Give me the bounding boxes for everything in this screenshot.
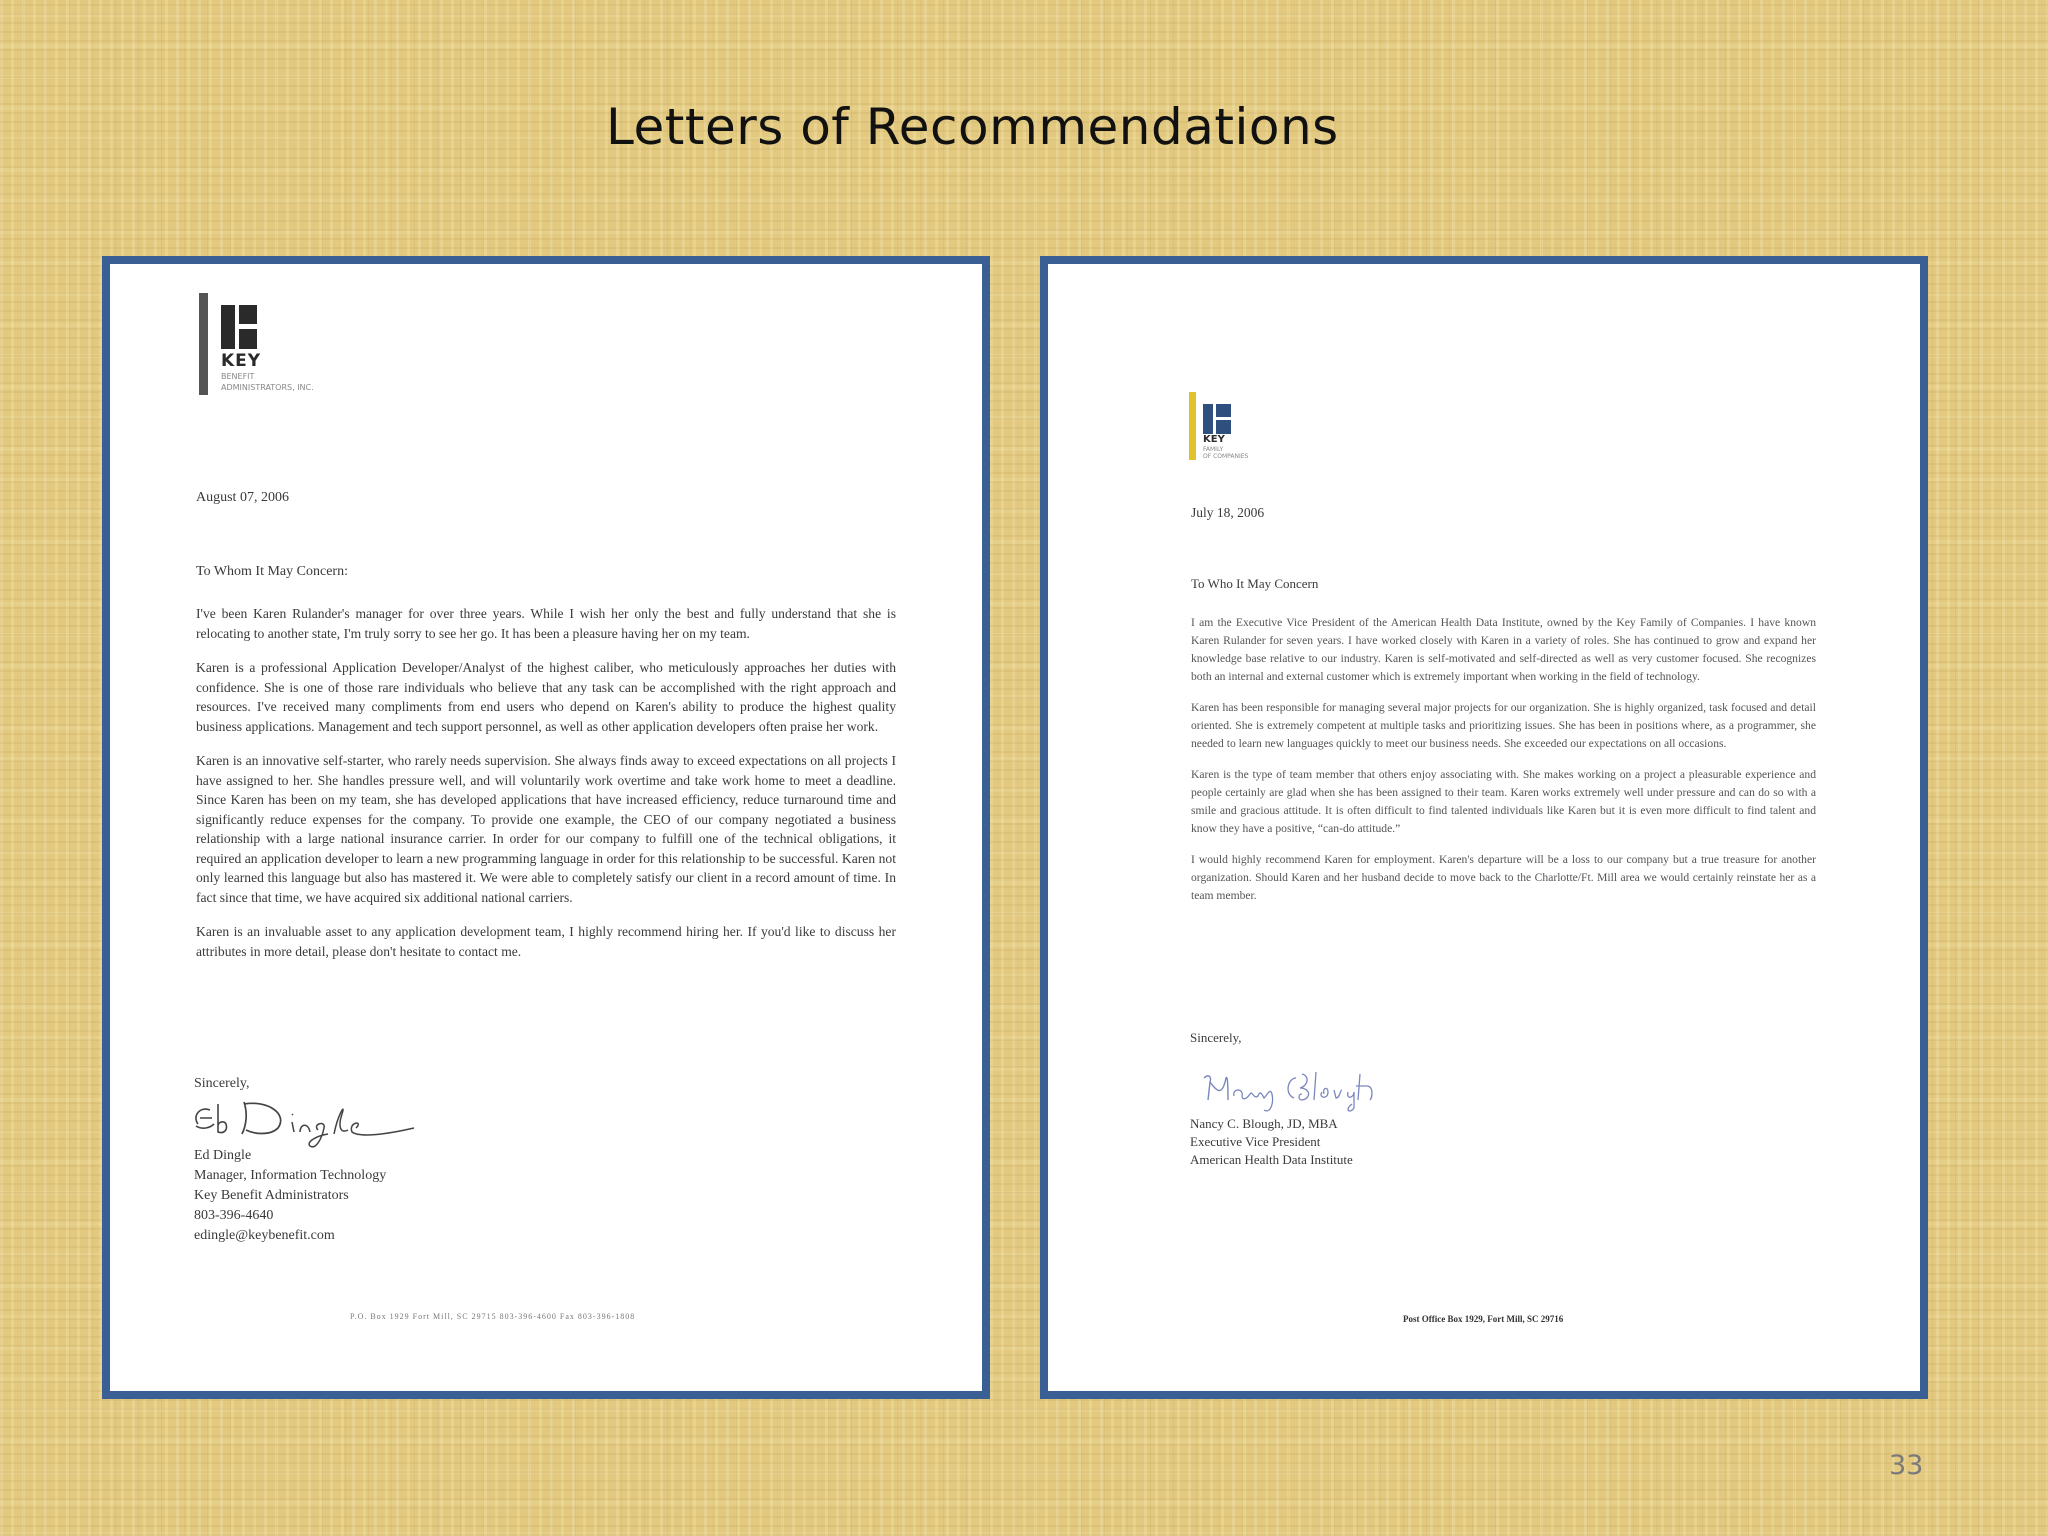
signer-title: Executive Vice President (1190, 1134, 1321, 1149)
logo-subtitle (1203, 446, 1248, 460)
logo-subtitle-line2: ADMINISTRATORS, INC. (221, 383, 314, 392)
k-logo-icon (221, 305, 257, 349)
key-family-logo (1189, 392, 1279, 462)
letter-paragraph: Karen is an invaluable asset to any application development team, I highly recommend hiring her. If you'd like to discuss her attributes in more detail, please don't hesitate to contact me. (196, 924, 896, 959)
letter-closing: Sincerely, (1190, 1030, 1242, 1045)
letter-body (1191, 614, 1816, 918)
signature-ed-dingle (188, 1094, 418, 1152)
letter-date: July 18, 2006 (1191, 505, 1265, 520)
letter-frame-left (102, 256, 990, 1399)
signer-company: Key Benefit Administrators (194, 1188, 349, 1203)
letter-footer: P.O. Box 1929 Fort Mill, SC 29715 803-396-4600 Fax 803-396-1808 (350, 1312, 636, 1321)
logo-subtitle-line1: BENEFIT (221, 372, 255, 381)
logo-wordmark: KEY (1203, 434, 1225, 445)
letter-paragraph: I would highly recommend Karen for employment. Karen's departure will be a loss to our company but a true treasure for another organization. Should Karen and her husband decide to move back to the Charlotte/Ft. Mill area we would certainly reinstate her as a team member. (1191, 853, 1816, 902)
letter-closing: Sincerely, (194, 1076, 250, 1091)
signer-company: American Health Data Institute (1190, 1152, 1353, 1167)
signer-phone: 803-396-4640 (194, 1208, 274, 1223)
signer-email: edingle@keybenefit.com (194, 1228, 335, 1243)
logo-subtitle-line1: FAMILY (1203, 446, 1224, 453)
page-number: 33 (1889, 1450, 1924, 1481)
k-logo-icon (1203, 404, 1231, 434)
letter-page-left (110, 264, 982, 1391)
letter-page-right (1048, 264, 1920, 1391)
letter-frame-right (1040, 256, 1928, 1399)
letter-paragraph: Karen has been responsible for managing several major projects for our organization. She is highly organized, task focused and detail oriented. She is extremely competent at multiple tasks and prioritizing issues. She has been in positions where, as a programmer, she needed to learn new languages quickly to meet our business needs. She exceeded our expectations on all occasions. (1191, 701, 1816, 750)
logo-bar (1189, 392, 1196, 460)
letter-paragraph: I've been Karen Rulander's manager for over three years. While I wish her only the best and fully understand that she is relocating to another state, I'm truly sorry to see her go. It has been a pleasure having her on my team. (196, 606, 896, 641)
letter-date: August 07, 2006 (196, 490, 289, 505)
letter-paragraph: Karen is the type of team member that others enjoy associating with. She makes working on a project a pleasurable experience and people certainly are glad when she has been assigned to their team. Karen works extremely well under pressure and can do so with a smile and gracious attitude. It is often difficult to find talented individuals like Karen but it is even more difficult to find talent and know they have a positive, “can-do attitude.” (1191, 768, 1816, 835)
signer-name: Ed Dingle (194, 1148, 252, 1163)
letter-body (196, 604, 896, 976)
signature-block (1190, 1115, 1353, 1169)
slide-title: Letters of Recommendations (606, 98, 1339, 156)
key-benefit-logo (199, 293, 359, 395)
letter-paragraph: I am the Executive Vice President of the American Health Data Institute, owned by the Key Family of Companies. I have known Karen Rulander for seven years. I have worked closely with Karen in a variety of roles. She has continued to grow and expand her knowledge base relative to our industry. Karen is self-motivated and self-directed as well as very customer focused. She recognizes both an internal and external customer which is extremely important when working in the field of technology. (1191, 616, 1816, 683)
logo-wordmark: KEY (221, 351, 262, 371)
logo-subtitle (221, 371, 314, 393)
letter-salutation: To Whom It May Concern: (196, 564, 348, 579)
logo-subtitle-line2: OF COMPANIES (1203, 453, 1249, 460)
letter-paragraph: Karen is an innovative self-starter, who rarely needs supervision. She always finds away to exceed expectations on all projects I have assigned to her. She handles pressure well, and will voluntarily work overtime and take work home to meet a deadline. Since Karen has been on my team, she has developed applications that have increased efficiency, reduce turnaround time and significantly reduce expenses for the company. To provide one example, the CEO of our company negotiated a business relationship with a large national insurance carrier. In order for our company to fulfill one of the technical obligations, it required an application developer to learn a new programming language in order for this relationship to be successful. Karen not only learned this language but also has mastered it. We were able to completely satisfy our client in a record amount of time. In fact since that time, we have acquired six additional national carriers. (196, 753, 896, 905)
signer-title: Manager, Information Technology (194, 1168, 387, 1183)
letter-paragraph: Karen is a professional Application Developer/Analyst of the highest caliber, who meticulously approaches her duties with confidence. She is one of those rare individuals who believe that any task can be accomplished with the right approach and resources. I've received many compliments from end users who depend on Karen's ability to produce the highest quality business applications. Management and tech support personnel, as well as other application developers often praise her work. (196, 660, 896, 734)
letter-salutation: To Who It May Concern (1191, 576, 1319, 591)
signature-nancy-blough (1198, 1064, 1398, 1116)
signer-name: Nancy C. Blough, JD, MBA (1190, 1116, 1338, 1131)
signature-block (194, 1146, 386, 1246)
logo-bar (199, 293, 208, 395)
letter-footer: Post Office Box 1929, Fort Mill, SC 29716 (1403, 1314, 1564, 1324)
